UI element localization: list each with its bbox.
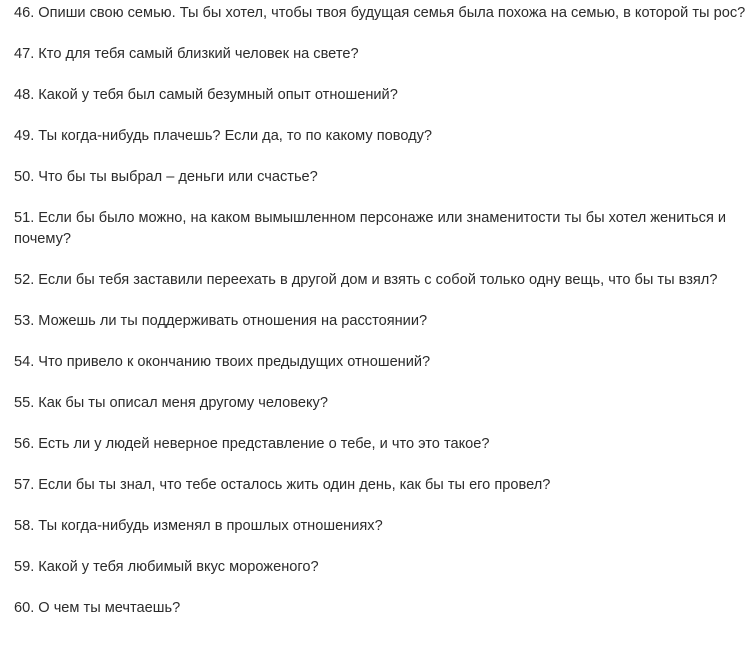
question-text: Есть ли у людей неверное представление о тебе, и что это такое? <box>38 436 490 452</box>
question-text: Ты когда-нибудь плачешь? Если да, то по какому поводу? <box>38 128 433 144</box>
question-text: Что привело к окончанию твоих предыдущих отношений? <box>38 354 431 370</box>
question-text: Какой у тебя был самый безумный опыт отношений? <box>38 87 398 103</box>
question-number: 50. <box>14 169 35 185</box>
question-number: 57. <box>14 477 35 493</box>
question-item <box>14 270 750 291</box>
question-item <box>14 393 750 414</box>
question-item <box>14 311 750 332</box>
question-item <box>14 208 750 250</box>
question-item <box>14 126 750 147</box>
question-text: Если бы было можно, на каком вымышленном персонаже или знаменитости ты бы хотел жениться и почему? <box>14 210 727 247</box>
question-number: 53. <box>14 313 35 329</box>
question-text: Опиши свою семью. Ты бы хотел, чтобы твоя будущая семья была похожа на семью, в которой ты рос? <box>38 5 746 21</box>
question-number: 54. <box>14 354 35 370</box>
question-number: 47. <box>14 46 35 62</box>
question-number: 60. <box>14 600 35 616</box>
question-text: Какой у тебя любимый вкус мороженого? <box>38 559 319 575</box>
question-number: 49. <box>14 128 35 144</box>
question-list <box>14 3 750 639</box>
question-item <box>14 167 750 188</box>
question-item <box>14 434 750 455</box>
question-text: Можешь ли ты поддерживать отношения на расстоянии? <box>38 313 428 329</box>
question-number: 55. <box>14 395 35 411</box>
question-number: 59. <box>14 559 35 575</box>
question-item <box>14 44 750 65</box>
question-item <box>14 3 750 24</box>
question-number: 52. <box>14 272 35 288</box>
question-item <box>14 85 750 106</box>
question-number: 56. <box>14 436 35 452</box>
question-text: Что бы ты выбрал – деньги или счастье? <box>38 169 318 185</box>
question-number: 46. <box>14 5 35 21</box>
question-number: 48. <box>14 87 35 103</box>
question-text: Ты когда-нибудь изменял в прошлых отношениях? <box>38 518 383 534</box>
question-number: 58. <box>14 518 35 534</box>
question-text: Кто для тебя самый близкий человек на свете? <box>38 46 359 62</box>
question-text: Если бы ты знал, что тебе осталось жить один день, как бы ты его провел? <box>38 477 551 493</box>
question-text: О чем ты мечтаешь? <box>38 600 181 616</box>
question-item <box>14 557 750 578</box>
question-item <box>14 598 750 619</box>
question-text: Если бы тебя заставили переехать в другой дом и взять с собой только одну вещь, что бы ты взял? <box>38 272 718 288</box>
question-number: 51. <box>14 210 35 226</box>
question-item <box>14 516 750 537</box>
question-text: Как бы ты описал меня другому человеку? <box>38 395 328 411</box>
question-item <box>14 475 750 496</box>
question-item <box>14 352 750 373</box>
